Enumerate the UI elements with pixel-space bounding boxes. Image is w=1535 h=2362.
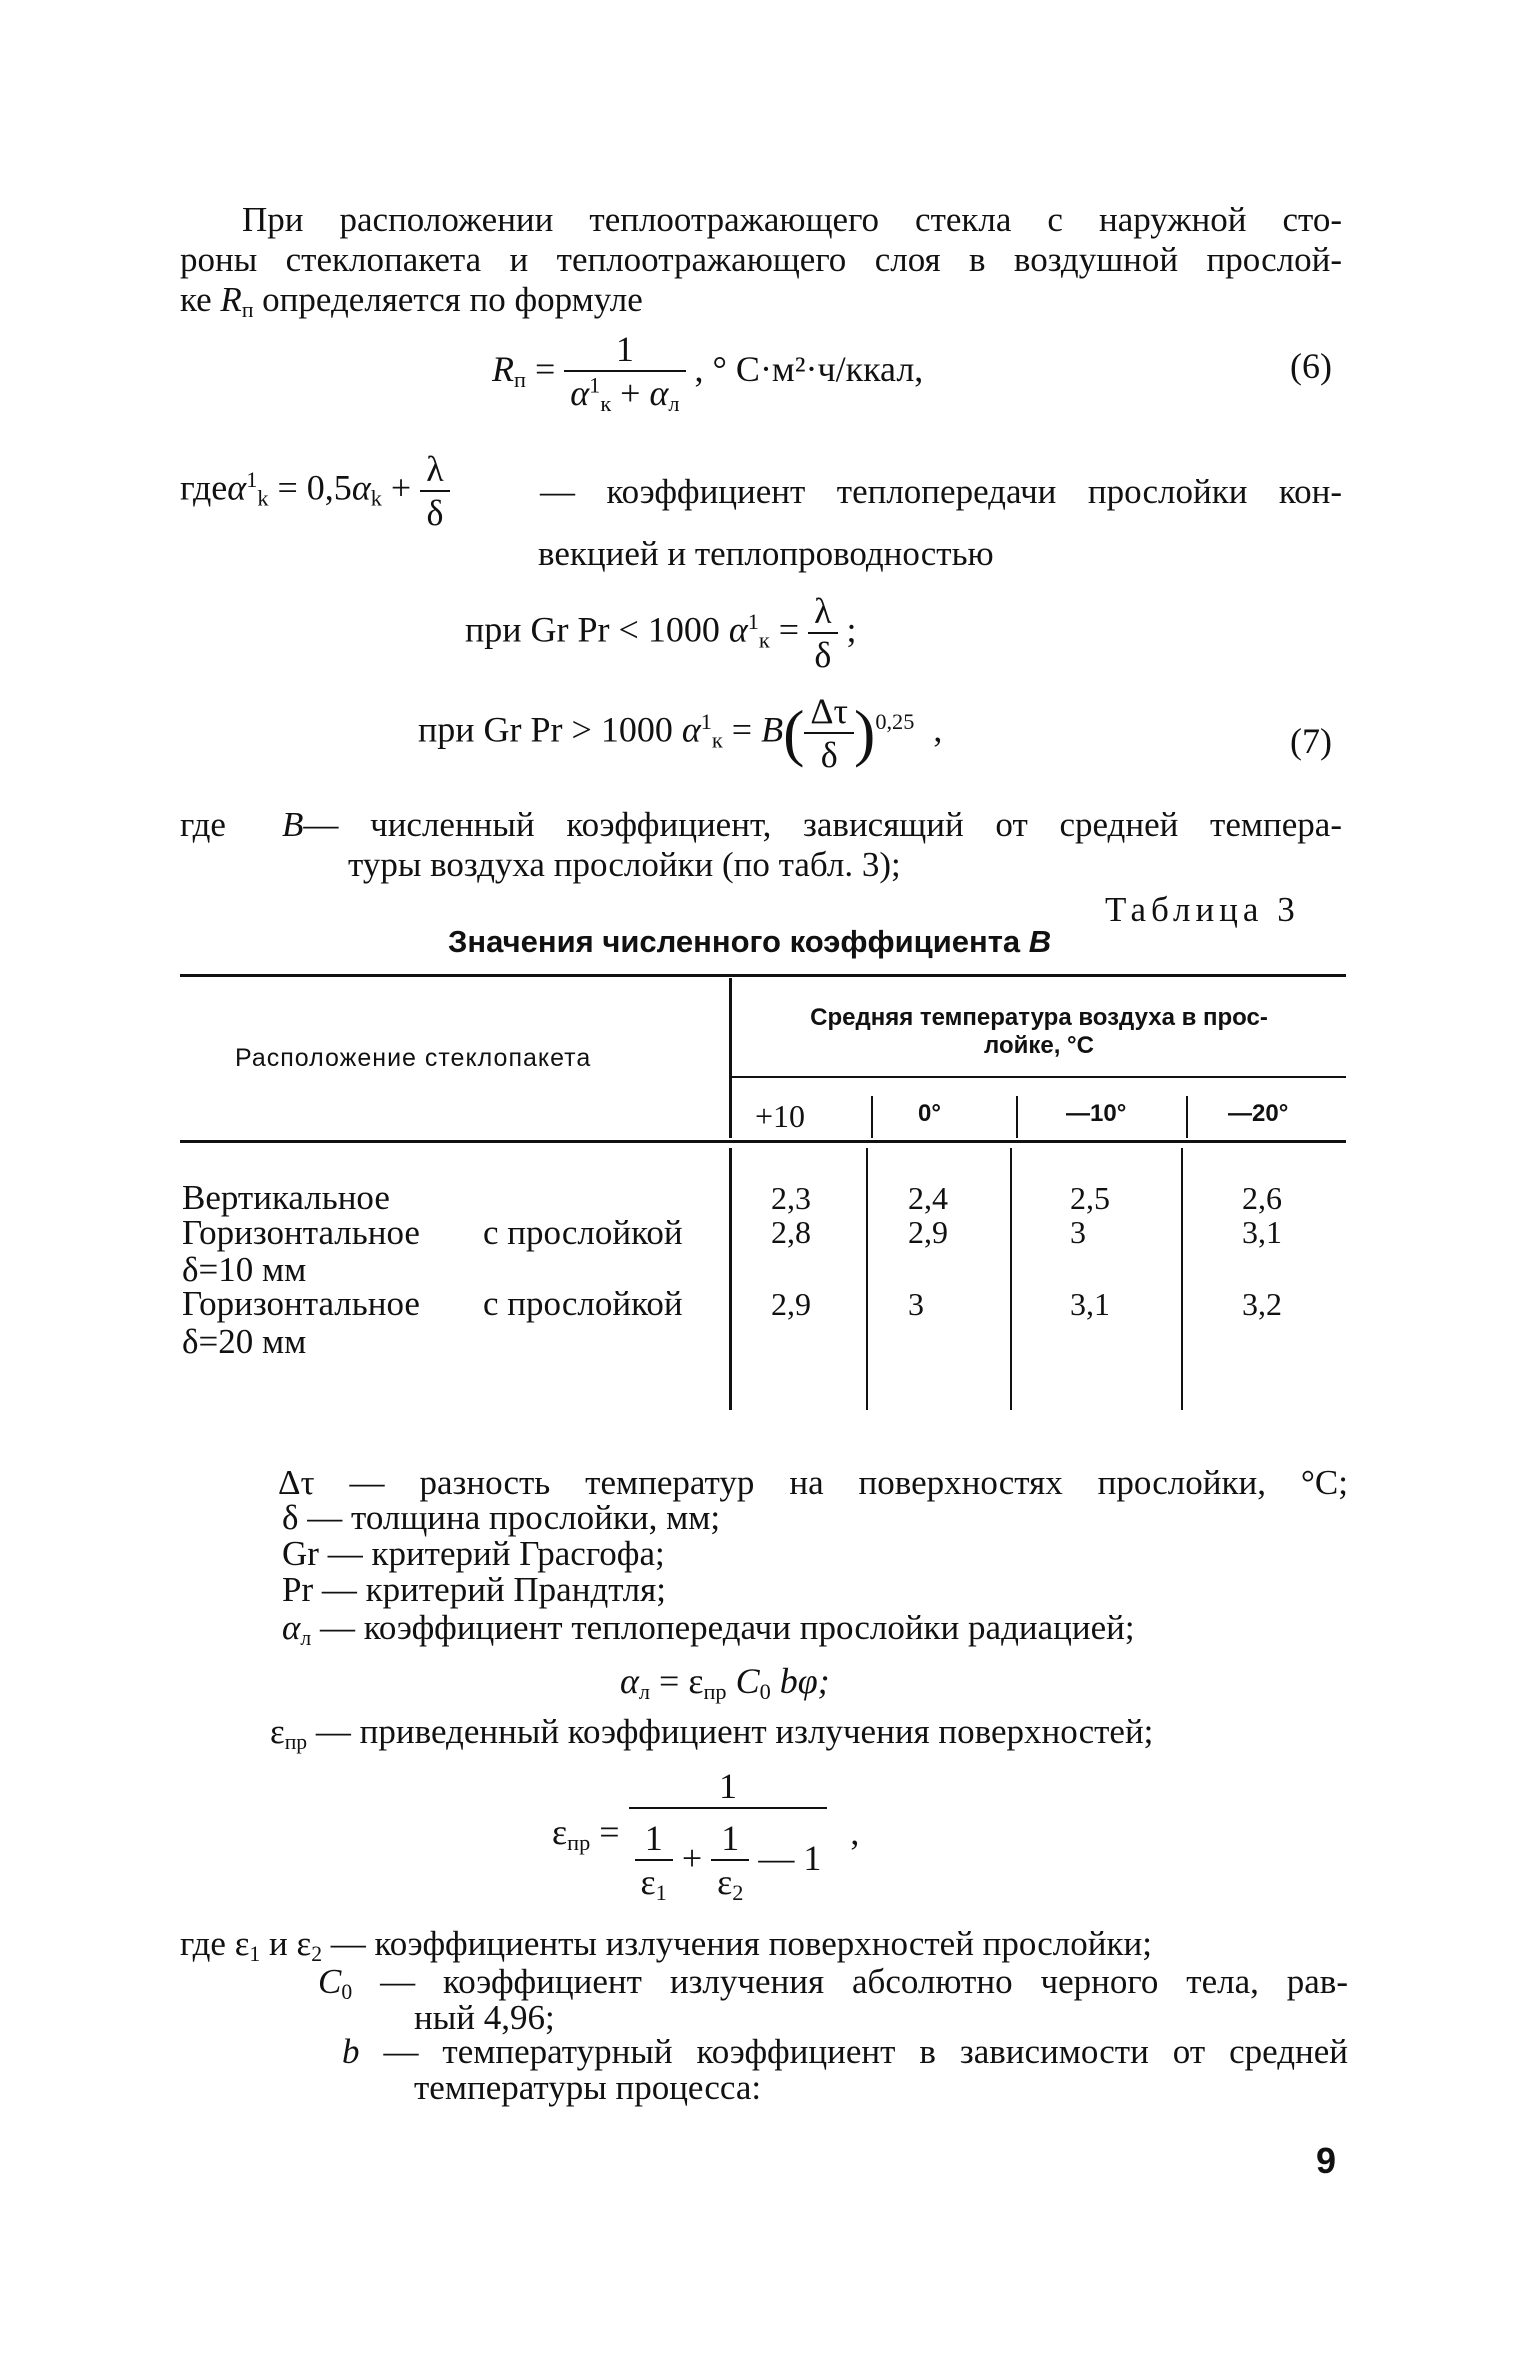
- table-row-2-value-2: 2,9: [908, 1214, 948, 1250]
- table-row-2-name: Горизонтальное: [182, 1213, 420, 1252]
- table-temp-minus10: —10°: [1066, 1100, 1127, 1127]
- table-column-header: Расположение стеклопакета: [235, 1044, 592, 1072]
- table-row-1-value-3: 2,5: [1070, 1180, 1110, 1216]
- table-title: Значения численного коэффициента B: [448, 924, 1052, 959]
- def-gr: Gr — критерий Грасгофа;: [282, 1534, 665, 1573]
- table-body-divider-4: [1181, 1148, 1183, 1410]
- def-alpha-l: $\alpha_л$ — коэффициент теплопередачи прослойки радиацией;: [282, 1608, 1135, 1651]
- table-row-1-value-1: 2,3: [771, 1180, 811, 1216]
- table-temp-minus20: —20°: [1228, 1100, 1289, 1127]
- table-group-header: Средняя температура воздуха в прос- лойке, °С: [810, 1004, 1268, 1059]
- table-row-2-value-1: 2,8: [771, 1214, 811, 1250]
- formula-6-fraction: $\frac{1}{\alpha^1_к + \alpha_л}$: [564, 328, 685, 417]
- table-row-2-name-2: δ=10 мм: [182, 1250, 307, 1289]
- condition-1: при Gr Pr < 1000 $\alpha^1_к$ = $\frac{\lambda}{\delta}$ ;: [465, 591, 857, 675]
- where-alpha-k: $где\alpha^1_k = 0,5\alpha_k$ + $\frac{\lambda}{\delta}$: [180, 448, 450, 534]
- table-row-3-name-2: δ=20 мм: [182, 1322, 307, 1361]
- intro-line-1: При расположении теплоотражающего стекла с наружной сто-: [242, 200, 1342, 239]
- def-eps-pr: $\varepsilon_{пр}$ — приведенный коэффициент излучения поверхностей;: [270, 1712, 1154, 1755]
- intro-line-3: ке $R_п$ определяется по формуле: [180, 280, 643, 323]
- def-eps-1-2: где $\varepsilon_1$ и $\varepsilon_2$ — коэффициенты излучения поверхностей прослойки;: [180, 1924, 1152, 1967]
- table-temp-divider-3: [1186, 1096, 1188, 1138]
- table-row-1-value-4: 2,6: [1242, 1180, 1282, 1216]
- table-row-1-value-2: 2,4: [908, 1180, 948, 1216]
- table-row-3-value-3: 3,1: [1070, 1286, 1110, 1322]
- table-temp-0: 0°: [918, 1100, 941, 1127]
- table-row-3-value-2: 3: [908, 1286, 924, 1322]
- where-alpha-k-text-1: — коэффициент теплопередачи прослойки кон-: [540, 472, 1342, 511]
- def-b-line-1: b — температурный коэффициент в зависимости от средней: [342, 2032, 1348, 2071]
- table-body-divider-3: [1010, 1148, 1012, 1410]
- formula-6: $R_п$ = $\frac{1}{\alpha^1_к + \alpha_л}$ , ° C·м²·ч/ккал,: [492, 329, 924, 417]
- def-delta-tau: Δτ — разность температур на поверхностях прослойки, °C;: [278, 1463, 1348, 1502]
- table-temp-divider-2: [1016, 1096, 1018, 1138]
- table-row-3-name-tail: с прослойкой: [483, 1284, 683, 1323]
- def-b-line-2: температуры процесса:: [414, 2068, 762, 2107]
- table-row-2-value-3: 3: [1070, 1214, 1086, 1250]
- table-top-rule: [180, 974, 1346, 977]
- table-row-3-value-4: 3,2: [1242, 1286, 1282, 1322]
- intro-line-2: роны стеклопакета и теплоотражающего слоя в воздушной прослой-: [180, 240, 1342, 279]
- table-row-1-name: Вертикальное: [182, 1178, 390, 1217]
- table-header-divider: [729, 978, 732, 1138]
- formula-eps-pr: $\varepsilon_{пр}$ = 1 $\frac{1}{\varepsilon_1}$ + $\frac{1}{\varepsilon_2}$ — 1 ,: [552, 1766, 860, 1906]
- def-c0-line-1: $C_0$ — коэффициент излучения абсолютно черного тела, рав-: [318, 1962, 1348, 2005]
- where-b-line-2: туры воздуха прослойки (по табл. 3);: [348, 845, 901, 884]
- page-number: 9: [1316, 2140, 1337, 2181]
- table-row-2-value-4: 3,1: [1242, 1214, 1282, 1250]
- def-c0-line-2: ный 4,96;: [414, 1998, 555, 2037]
- table-row-3-value-1: 2,9: [771, 1286, 811, 1322]
- table-temp-divider-1: [871, 1096, 873, 1138]
- table-body-divider-1: [729, 1148, 732, 1410]
- def-pr: Pr — критерий Прандтля;: [282, 1570, 666, 1609]
- table-row-3-name: Горизонтальное: [182, 1284, 420, 1323]
- where-b-prefix: где: [180, 805, 226, 844]
- def-delta: δ — толщина прослойки, мм;: [282, 1498, 721, 1537]
- where-b-line-1: B— численный коэффициент, зависящий от средней темпера-: [282, 805, 1342, 844]
- table-header-rule: [180, 1140, 1346, 1143]
- formula-eps-pr-fraction: 1 $\frac{1}{\varepsilon_1}$ + $\frac{1}{\varepsilon_2}$ — 1: [629, 1765, 828, 1906]
- table-row-2-name-tail: с прослойкой: [483, 1213, 683, 1252]
- table-body-divider-2: [866, 1148, 868, 1410]
- formula-alpha-l: $\alpha_л = \varepsilon_{пр}$ $C_0$ bφ;: [620, 1661, 830, 1705]
- table-group-rule: [731, 1076, 1346, 1078]
- where-alpha-k-text-2: векцией и теплопроводностью: [538, 534, 994, 573]
- formula-7-number: (7): [1290, 721, 1332, 761]
- formula-6-number: (6): [1290, 346, 1332, 386]
- table-temp-plus10: +10: [755, 1098, 806, 1134]
- table-label: Таблица 3: [1105, 890, 1300, 929]
- condition-2: при Gr Pr > 1000 $\alpha^1_к = B$( $\frac{\Delta\tau}{\delta}$ )$^{0,25}$ ,: [418, 691, 943, 775]
